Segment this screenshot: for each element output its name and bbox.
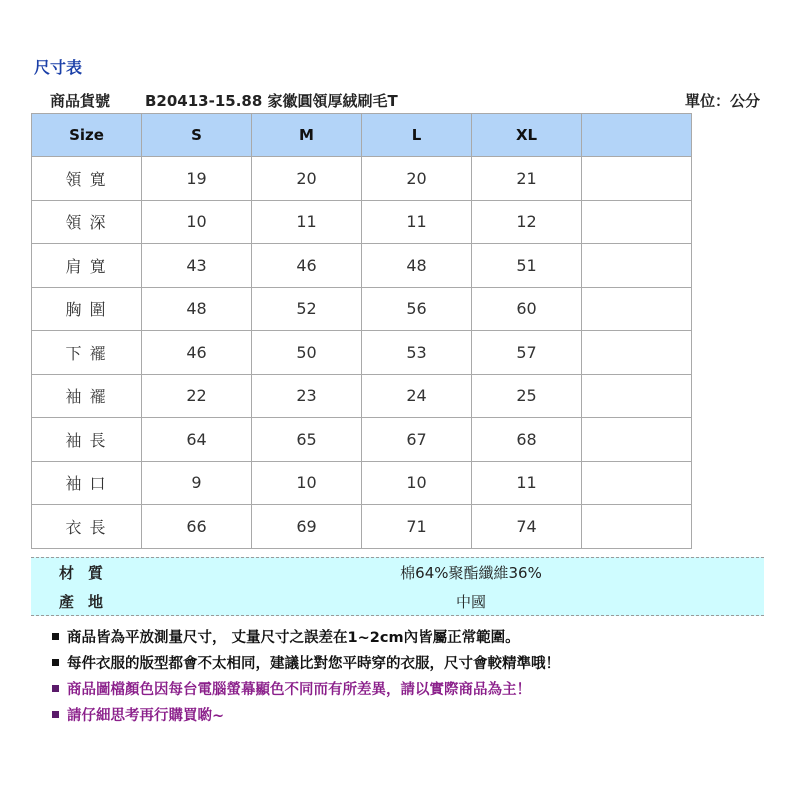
table-cell: 12 [472, 200, 582, 244]
origin-label: 產地 [59, 593, 118, 611]
table-row [32, 200, 692, 244]
table-cell [582, 287, 692, 331]
header-size-2: M [252, 114, 362, 157]
header-size-1: S [142, 114, 252, 157]
note-item [52, 649, 560, 675]
table-cell: 23 [252, 374, 362, 418]
bullet-square-icon [52, 633, 59, 640]
table-cell: 20 [362, 157, 472, 201]
header-size-5 [582, 114, 692, 157]
table-row [32, 157, 692, 201]
table-cell [582, 157, 692, 201]
material-value: 棉64%聚酯纖維36% [400, 564, 542, 582]
table-cell [582, 418, 692, 462]
table-cell: 51 [472, 244, 582, 288]
table-row [32, 505, 692, 549]
table-cell: 52 [252, 287, 362, 331]
table-row [32, 287, 692, 331]
product-code: B20413-15.88 家徽圓領厚絨刷毛T [145, 92, 398, 110]
table-cell: 64 [142, 418, 252, 462]
table-cell [582, 200, 692, 244]
table-cell: 48 [142, 287, 252, 331]
table-cell: 53 [362, 331, 472, 375]
table-cell: 56 [362, 287, 472, 331]
table-cell: 57 [472, 331, 582, 375]
material-label: 材質 [59, 564, 118, 582]
table-cell: 67 [362, 418, 472, 462]
row-label: 袖襬 [32, 374, 142, 418]
table-cell: 43 [142, 244, 252, 288]
table-cell: 21 [472, 157, 582, 201]
table-cell: 46 [252, 244, 362, 288]
table-cell: 10 [252, 461, 362, 505]
table-row [32, 461, 692, 505]
note-item [52, 675, 560, 701]
bullet-square-icon [52, 711, 59, 718]
unit-label: 單位：公分 [684, 92, 760, 110]
table-cell: 25 [472, 374, 582, 418]
row-label: 領寬 [32, 157, 142, 201]
size-table [31, 113, 692, 549]
table-cell: 66 [142, 505, 252, 549]
bullet-square-icon [52, 659, 59, 666]
product-info-line [50, 90, 760, 110]
row-label: 胸圍 [32, 287, 142, 331]
note-text: 商品圖檔顏色因每台電腦螢幕顯色不同而有所差異，請以實際商品為主！ [67, 681, 531, 698]
table-cell: 9 [142, 461, 252, 505]
table-row [32, 244, 692, 288]
note-text: 商品皆為平放測量尺寸， 丈量尺寸之誤差在1~2cm內皆屬正常範圍。 [67, 629, 520, 646]
row-label: 下襬 [32, 331, 142, 375]
note-item [52, 623, 560, 649]
row-label: 袖長 [32, 418, 142, 462]
note-text: 請仔細思考再行購買喲~ [67, 707, 225, 724]
table-cell: 65 [252, 418, 362, 462]
table-cell: 50 [252, 331, 362, 375]
table-cell: 20 [252, 157, 362, 201]
table-cell [582, 244, 692, 288]
material-origin-panel [31, 557, 764, 616]
table-cell: 10 [362, 461, 472, 505]
table-row [32, 374, 692, 418]
table-cell: 10 [142, 200, 252, 244]
table-cell: 46 [142, 331, 252, 375]
header-size-3: L [362, 114, 472, 157]
header-size-4: XL [472, 114, 582, 157]
bullet-square-icon [52, 685, 59, 692]
table-header-row [32, 114, 692, 157]
page-title: 尺寸表 [34, 58, 83, 77]
note-text: 每件衣服的版型都會不太相同，建議比對您平時穿的衣服，尺寸會較精準哦！ [67, 655, 560, 672]
note-item [52, 701, 560, 727]
row-label: 領深 [32, 200, 142, 244]
row-label: 肩寬 [32, 244, 142, 288]
origin-row [31, 587, 764, 615]
header-size-label: Size [32, 114, 142, 157]
table-cell: 74 [472, 505, 582, 549]
product-code-label: 商品貨號 [50, 92, 111, 110]
row-label: 衣長 [32, 505, 142, 549]
table-cell: 11 [252, 200, 362, 244]
table-cell: 22 [142, 374, 252, 418]
table-cell: 69 [252, 505, 362, 549]
table-cell: 68 [472, 418, 582, 462]
table-cell [582, 461, 692, 505]
table-cell [582, 374, 692, 418]
origin-value: 中國 [455, 593, 486, 611]
table-cell: 11 [362, 200, 472, 244]
table-cell: 48 [362, 244, 472, 288]
table-cell: 11 [472, 461, 582, 505]
material-row [31, 558, 764, 586]
notes-list [52, 623, 560, 727]
table-cell: 24 [362, 374, 472, 418]
table-cell [582, 505, 692, 549]
table-cell [582, 331, 692, 375]
table-cell: 19 [142, 157, 252, 201]
table-row [32, 418, 692, 462]
table-cell: 71 [362, 505, 472, 549]
row-label: 袖口 [32, 461, 142, 505]
table-row [32, 331, 692, 375]
table-cell: 60 [472, 287, 582, 331]
